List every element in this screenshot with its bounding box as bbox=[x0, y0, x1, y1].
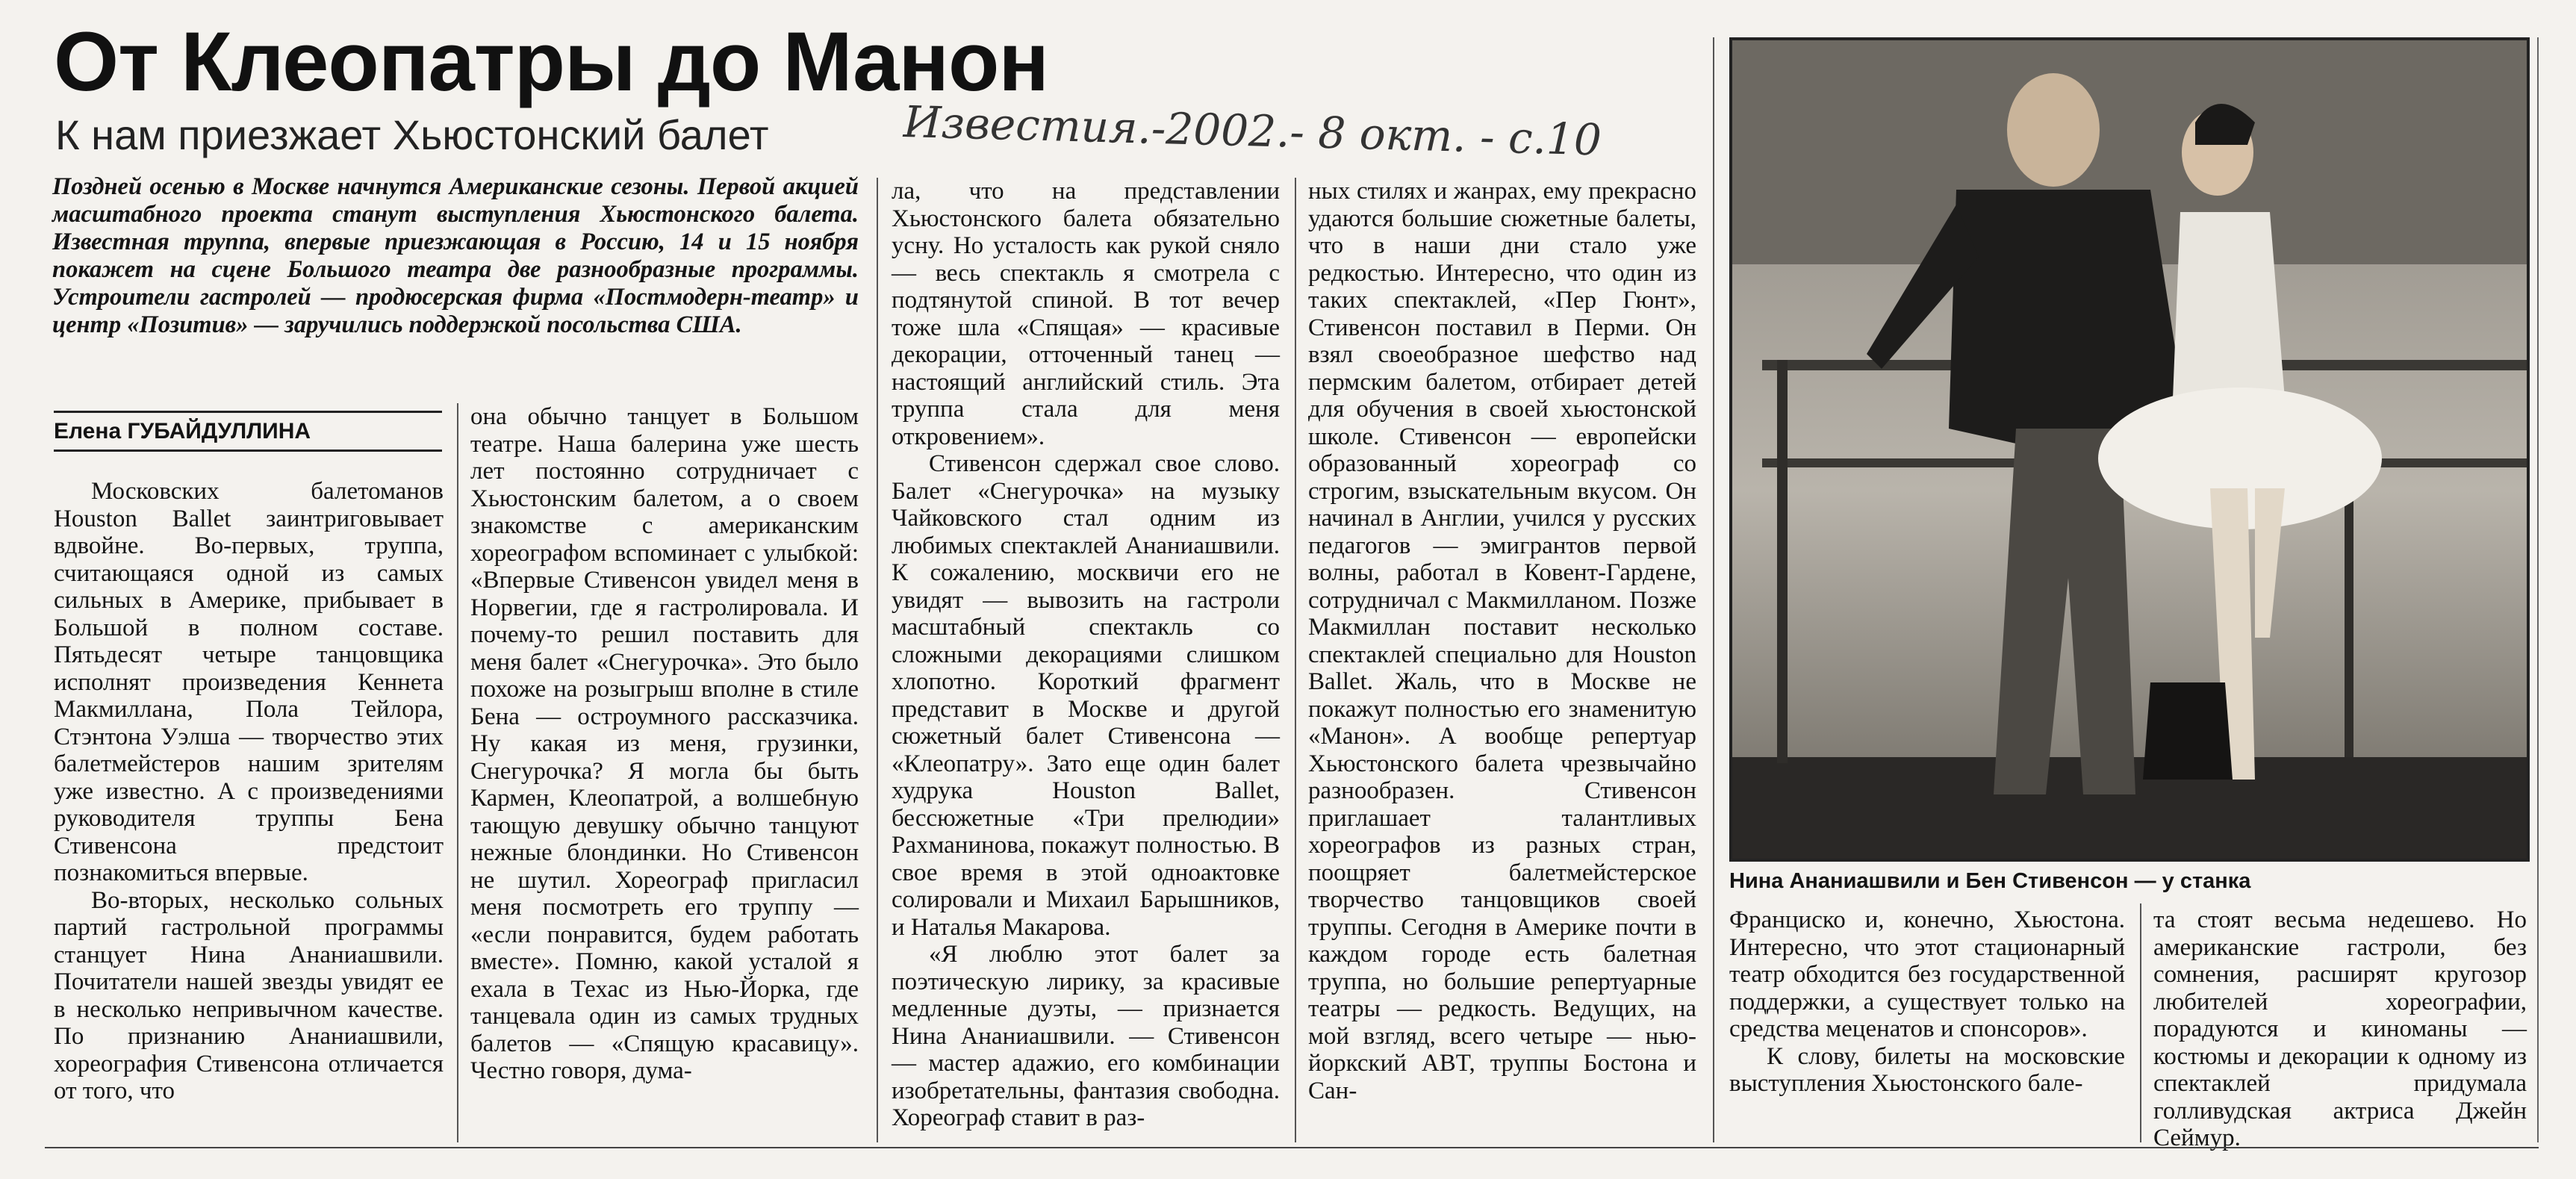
column-divider bbox=[457, 403, 458, 1142]
column-1-paragraph: Московских балетоманов Houston Ballet заинтриговывает вдвойне. Во-первых, труппа, считающаяся одной из самых сильных в Америке, прибывает в Большой в полном составе. Пятьдесят четыре танцовщика исполнят произведения Кеннета Макмиллана, Пола Тейлора, Стэнтона Уэлша — творчество этих балетмейстеров нашим зрителям уже известно. А с произведениями руководителя труппы Бена Стивенсона предстоит познакомиться впервые. bbox=[54, 478, 444, 886]
column-4-paragraph: ных стилях и жанрах, ему прекрасно удаются большие сюжетные балеты, что в наши дни стало уже редкостью. Интересно, что один из таких спектаклей, «Пер Гюнт», Стивенсон поставил в Перми. Он взял своеобразное шефство над пермским балетом, отбирает детей для обучения в своей хьюстонской школе. Стивенсон — европейски образованный хореограф со строгим, взыскательным вкусом. Он начинал в Англии, учился у русских педагогов — эмигрантов первой волны, работал в Ковент-Гардене, сотрудничал с Макмилланом. Позже Макмиллан поставит несколько спектаклей специально для Houston Ballet. Жаль, что в Москве не покажут полностью его знаменитую «Манон». А вообще репертуар Хьюстонского балета чрезвычайно разнообразен. Стивенсон приглашает талантливых хореографов из разных стран, поощряет балетмейстерское творчество танцовщиков своей труппы. Сегодня в Америке почти в каждом городе есть балетная труппа, но большие репертуарные театры — редкость. Ведущих, на мой взгляд, всего четыре — нью-йоркский ABT, труппы Бостона и Сан- bbox=[1308, 178, 1696, 1104]
photo-dancers-icon bbox=[1732, 40, 2527, 859]
column-divider bbox=[877, 178, 878, 1142]
column-6-paragraph: та стоят весьма недешево. Но американские гастроли, без сомнения, расширят кругозор любителей хореографии, порадуются и киноманы — костюмы и декорации к одному из спектаклей придумала голливудская актриса Джейн Сеймур. bbox=[2153, 906, 2527, 1151]
column-3-paragraph: ла, что на представлении Хьюстонского балета обязательно усну. Но усталость как рукой сняло — весь спектакль я смотрела с подтянутой спиной. В тот вечер тоже шла «Спящая» — красивые декорации, отточенный танец — настоящий английский стиль. Эта труппа стала для меня откровением». bbox=[892, 178, 1280, 450]
column-divider bbox=[1295, 178, 1296, 1142]
author-byline: Елена ГУБАЙДУЛЛИНА bbox=[54, 419, 311, 444]
column-5-paragraph: К слову, билеты на московские выступления Хьюстонского бале- bbox=[1729, 1042, 2125, 1097]
article-column-3 bbox=[892, 178, 1280, 1132]
column-divider bbox=[1713, 37, 1714, 1142]
article-column-2 bbox=[470, 403, 859, 1085]
bottom-rule bbox=[45, 1147, 2539, 1148]
article-column-4 bbox=[1308, 178, 1696, 1104]
photo-caption: Нина Ананиашвили и Бен Стивенсон — у станка bbox=[1729, 869, 2251, 893]
column-3-paragraph: «Я люблю этот балет за поэтическую лирику, за красивые медленные дуэты, — признается Нина Ананиашвили. — Стивенсон — мастер адажио, его комбинации изобретательны, фантазия свободна. Хореограф ставит в раз- bbox=[892, 941, 1280, 1131]
column-divider bbox=[2140, 903, 2141, 1142]
article-column-6 bbox=[2153, 906, 2527, 1152]
article-photo bbox=[1729, 37, 2530, 862]
column-5-paragraph: Франциско и, конечно, Хьюстона. Интересно, что этот стационарный театр обходится без государственной поддержки, а существует только на средства меценатов и спонсоров». bbox=[1729, 906, 2125, 1042]
right-rule bbox=[2537, 37, 2539, 1142]
column-3-paragraph: Стивенсон сдержал свое слово. Балет «Снегурочка» на музыку Чайковского стал одним из любимых спектаклей Ананиашвили. К сожалению, москвичи его не увидят — вывозить на гастроли масштабный спектакль со сложными декорациями слишком хлопотно. Короткий фрагмент представит в Москве и другой сюжетный балет Стивенсона — «Клеопатру». Зато еще один балет худрука Houston Ballet, бессюжетные «Три прелюдии» Рахманинова, покажут полностью. В свое время в этой одноактовке солировали и Михаил Барышников, и Наталья Макарова. bbox=[892, 450, 1280, 941]
byline-rule-top bbox=[54, 411, 442, 413]
article-column-1 bbox=[54, 478, 444, 1105]
byline-rule-bottom bbox=[54, 449, 442, 452]
headline: От Клеопатры до Манон bbox=[54, 15, 1049, 108]
article-column-5 bbox=[1729, 906, 2125, 1098]
lead-paragraph: Поздней осенью в Москве начнутся Американские сезоны. Первой акцией масштабного проекта станут выступления Хьюстонского балета. Известная труппа, впервые приезжающая в Россию, 14 и 15 ноября покажет на сцене Большого театра две разнообразные программы. Устроители гастролей — продюсерская фирма «Постмодерн-театр» и центр «Позитив» — заручились поддержкой посольства США. bbox=[52, 173, 859, 338]
handwritten-note: Известия.-2002.- 8 окт. - с.10 bbox=[903, 96, 1602, 166]
column-2-paragraph: она обычно танцует в Большом театре. Наша балерина уже шесть лет постоянно сотрудничает с Хьюстонским балетом, а о своем знакомстве с американским хореографом вспоминает с улыбкой: «Впервые Стивенсон увидел меня в Норвегии, где я гастролировала. И почему-то решил поставить для меня балет «Снегурочка». Это было похоже на розыгрыш вполне в стиле Бена — остроумного рассказчика. Ну какая из меня, грузинки, Снегурочка? Я могла бы быть Кармен, Клеопатрой, а волшебную тающую девушку обычно танцуют нежные блондинки. Но Стивенсон не шутил. Хореограф пригласил меня посмотреть его труппу — «если понравится, будем работать вместе». Помню, какой усталой я ехала в Техас из Нью-Йорка, где танцевала один из самых трудных балетов — «Спящую красавицу». Честно говоря, дума- bbox=[470, 403, 859, 1084]
column-1-paragraph: Во-вторых, несколько сольных партий гастрольной программы станцует Нина Ананиашвили. Почитатели нашей звезды увидят ее в несколько непривычном качестве. По признанию Ананиашвили, хореография Стивенсона отличается от того, что bbox=[54, 886, 444, 1104]
subheadline: К нам приезжает Хьюстонский балет bbox=[55, 111, 769, 158]
